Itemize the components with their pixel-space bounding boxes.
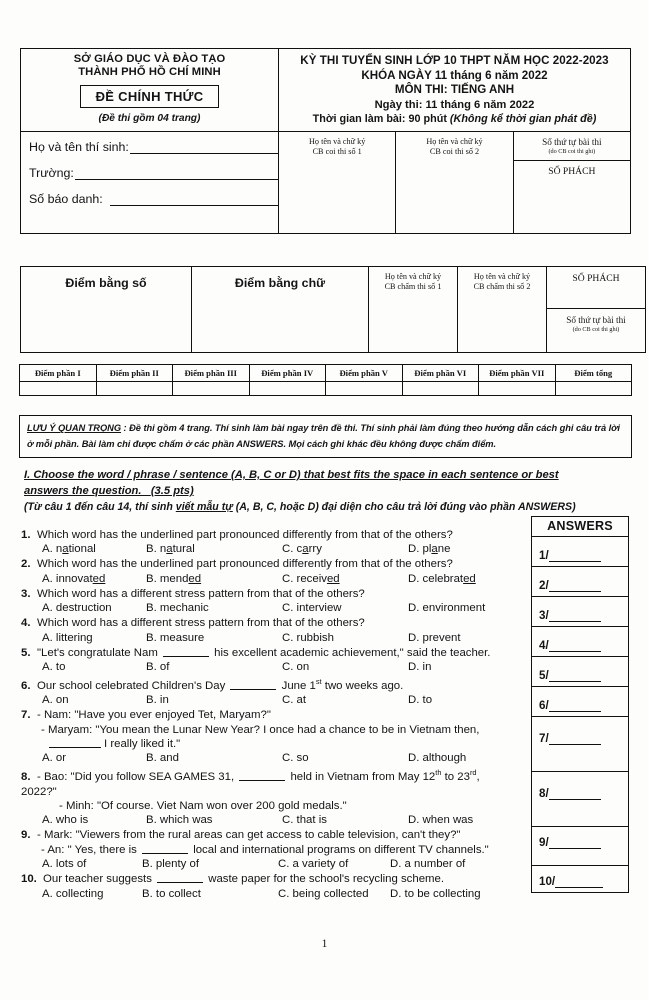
part-score-entry-5[interactable]: [326, 382, 403, 396]
question-5-option-d[interactable]: D. in: [408, 661, 432, 674]
exam-duration: [283, 112, 626, 127]
question-7-option-d[interactable]: D. although: [408, 752, 467, 765]
question-9-option-c[interactable]: C. a variety of: [278, 858, 349, 871]
question-10-number: 10.: [21, 873, 37, 886]
question-6-number: 6.: [21, 679, 31, 692]
answer-cell-3[interactable]: [532, 597, 629, 627]
score-words-label: Điểm bằng chữ: [234, 276, 326, 290]
question-6-option-d[interactable]: D. to: [408, 694, 433, 707]
answer-label-2: 2/: [539, 579, 549, 592]
exam-order-subnote-bottom: (do CB coi thi ghi): [572, 326, 620, 333]
part-score-entry-1[interactable]: [20, 382, 97, 396]
section-points: (3.5 pts): [150, 485, 194, 497]
grader-1-cell[interactable]: [369, 267, 458, 353]
answer-cell-5[interactable]: [532, 657, 629, 687]
exam-title-line1: KỲ THI TUYỂN SINH LỚP 10 THPT NĂM HỌC 2022-2023: [300, 54, 609, 67]
answer-row-4[interactable]: [532, 627, 629, 657]
answer-rule-7[interactable]: [549, 734, 601, 745]
question-2-option-a[interactable]: A. innovated: [42, 572, 106, 585]
part-scores-table: [19, 364, 632, 396]
question-8-line3: [21, 799, 521, 813]
exam-order-block: [514, 132, 630, 161]
answer-row-1[interactable]: [532, 537, 629, 567]
question-7-blank[interactable]: [49, 737, 101, 748]
question-1-text: Which word has the underlined part pronounced differently from that of the others?: [37, 529, 453, 541]
question-4-option-c[interactable]: C. rubbish: [282, 631, 334, 644]
answer-rule-9[interactable]: [549, 838, 601, 849]
question-9-option-b[interactable]: B. plenty of: [142, 858, 199, 871]
question-9: [21, 828, 521, 872]
section-instruction-vietnamese: [24, 499, 624, 516]
section-instruction-line2: [24, 483, 624, 499]
question-8-speaker-minh: - Minh: "Of course. Viet Nam won over 200 gold medals.": [59, 800, 347, 813]
exam-order-block-bottom: [547, 309, 645, 334]
grading-row: [21, 267, 646, 353]
question-7-line1: [21, 708, 521, 722]
question-8-option-a[interactable]: A. who is: [42, 814, 89, 827]
score-number-label: Điểm bằng số: [65, 276, 147, 290]
question-7-line3-text: I really liked it.": [104, 738, 181, 751]
answer-row-7[interactable]: [532, 717, 629, 772]
question-5-number: 5.: [21, 646, 31, 659]
grader-1-label-line2: CB chấm thi số 1: [384, 282, 442, 291]
sophach-block-top: SỐ PHÁCH: [548, 165, 596, 177]
answer-label-9: 9/: [539, 836, 549, 849]
question-9-option-d[interactable]: D. a number of: [390, 858, 466, 871]
exam-info-cell: [279, 49, 631, 132]
answer-cell-10[interactable]: [532, 866, 629, 893]
question-7-options: [21, 751, 521, 766]
question-4-option-a[interactable]: A. littering: [42, 631, 93, 644]
part-score-entry-7[interactable]: [479, 382, 556, 396]
answer-cell-2[interactable]: [532, 567, 629, 597]
question-2-options: [21, 572, 521, 587]
question-8-ordinal-1: th: [435, 768, 442, 778]
answer-cell-8[interactable]: [532, 772, 629, 827]
question-5-options: [21, 660, 521, 675]
grading-table: [20, 266, 646, 353]
question-10-blank[interactable]: [157, 872, 203, 883]
part-score-entry-3[interactable]: [173, 382, 250, 396]
answer-label-5: 5/: [539, 669, 549, 682]
part-score-header-2: Điểm phần II: [96, 365, 173, 382]
answer-rule-2[interactable]: [549, 581, 601, 592]
question-8-line2: [21, 785, 521, 799]
question-6-option-c[interactable]: C. at: [282, 694, 307, 707]
grader-2-cell[interactable]: [458, 267, 547, 353]
part-score-header-6: Điểm phần VI: [402, 365, 479, 382]
answer-row-5[interactable]: [532, 657, 629, 687]
answers-header: ANSWERS: [532, 517, 629, 537]
grader-1-label-line1: Họ tên và chữ ký: [384, 272, 442, 281]
question-1: [21, 528, 521, 557]
answer-label-4: 4/: [539, 639, 549, 652]
org-line-1: SỞ GIÁO DỤC VÀ ĐÀO TẠO: [73, 53, 226, 65]
invigilator-1-label-line1: Họ tên và chữ ký: [309, 136, 366, 146]
question-7: [21, 708, 521, 766]
exam-title-line2: KHÓA NGÀY 11 tháng 6 năm 2022: [361, 68, 548, 82]
answer-cell-1[interactable]: [532, 537, 629, 567]
section-one-instructions: [24, 467, 624, 516]
answers-header-row: [532, 517, 629, 537]
question-10-option-a[interactable]: A. collecting: [42, 887, 104, 900]
question-7-line3: [21, 737, 521, 751]
question-5-option-b[interactable]: B. of: [146, 661, 170, 674]
question-10-text-b: waste paper for the school's recycling scheme.: [205, 873, 445, 886]
org-line-2: THÀNH PHỐ HỒ CHÍ MINH: [78, 66, 221, 79]
questions-list: [21, 528, 521, 902]
question-6-stem: [21, 675, 521, 693]
question-9-speaker-an-a: - An: " Yes, there is: [41, 843, 141, 856]
question-8-option-d[interactable]: D. when was: [408, 814, 474, 827]
question-10: [21, 872, 521, 901]
exam-order-label: Số thứ tự bài thi: [542, 136, 602, 147]
question-3: [21, 587, 521, 616]
question-4-option-b[interactable]: B. measure: [146, 631, 205, 644]
question-5-blank[interactable]: [163, 646, 209, 657]
answers-table: [531, 516, 629, 893]
question-5-stem: [21, 646, 521, 660]
question-1-option-d[interactable]: D. plane: [408, 543, 451, 556]
question-6-options: [21, 693, 521, 708]
part-score-header-3: Điểm phần III: [173, 365, 250, 382]
question-4-option-d[interactable]: D. prevent: [408, 631, 461, 644]
question-9-options: [21, 857, 521, 872]
question-8-speaker-bao-b: held in Vietnam from May 12: [287, 771, 436, 784]
question-2-option-b[interactable]: B. mended: [146, 572, 202, 585]
part-scores-entry-row[interactable]: [20, 382, 632, 396]
candidate-school-rule[interactable]: [75, 168, 278, 180]
question-6-option-a[interactable]: A. on: [42, 694, 69, 707]
part-score-header-4: Điểm phần IV: [249, 365, 326, 382]
question-6-option-b[interactable]: B. in: [146, 694, 169, 707]
answer-label-7: 7/: [539, 732, 549, 745]
question-9-line2: [21, 843, 521, 857]
candidate-row: [21, 131, 631, 233]
question-8-options: [21, 813, 521, 828]
invigilator-2-cell[interactable]: [396, 131, 513, 233]
question-8-ordinal-2: rd: [469, 768, 477, 778]
question-2-number: 2.: [21, 558, 31, 571]
part-score-header-7: Điểm phần VII: [479, 365, 556, 382]
score-number-cell[interactable]: [21, 267, 192, 353]
question-8-speaker-bao-d: ,: [476, 771, 480, 784]
question-3-option-a[interactable]: A. destruction: [42, 602, 112, 615]
candidate-sbd-label: Số báo danh:: [29, 191, 103, 206]
exam-order-label-bottom: Số thứ tự bài thi: [566, 315, 626, 325]
sophach-order-cell: [547, 267, 646, 353]
question-5: [21, 646, 521, 675]
exam-order-subnote: (do CB coi thi ghi): [548, 147, 596, 155]
question-9-option-a[interactable]: A. lots of: [42, 858, 87, 871]
question-8-line1: [21, 766, 521, 784]
question-10-options: [21, 887, 521, 902]
question-2: [21, 557, 521, 586]
question-9-number: 9.: [21, 829, 31, 842]
question-3-option-c[interactable]: C. interview: [282, 602, 342, 615]
question-1-option-b[interactable]: B. natural: [146, 543, 195, 556]
candidate-sbd-rule[interactable]: [110, 194, 278, 206]
question-4: [21, 616, 521, 645]
question-4-number: 4.: [21, 617, 31, 630]
part-score-entry-total[interactable]: [555, 382, 632, 396]
answer-cell-9[interactable]: [532, 827, 629, 866]
question-3-option-b[interactable]: B. mechanic: [146, 602, 209, 615]
answer-rule-10[interactable]: [555, 877, 603, 888]
vn-instruction-underlined: viết mẫu tự: [175, 501, 233, 513]
question-4-options: [21, 631, 521, 646]
invigilator-1-cell[interactable]: [279, 131, 396, 233]
question-8-year-text: 2022?": [21, 785, 57, 798]
answer-rule-5[interactable]: [549, 671, 601, 682]
answer-rule-6[interactable]: [549, 701, 601, 712]
answer-rule-8[interactable]: [549, 789, 601, 800]
question-3-text: Which word has a different stress pattern from that of the others?: [37, 587, 365, 600]
important-note-title: LƯU Ý QUAN TRỌNG: [27, 423, 122, 433]
question-7-number: 7.: [21, 709, 31, 722]
question-10-option-c[interactable]: C. being collected: [278, 887, 369, 900]
question-10-option-b[interactable]: B. to collect: [142, 887, 201, 900]
question-5-option-c[interactable]: C. on: [282, 661, 310, 674]
candidate-name-label: Họ và tên thí sinh:: [29, 139, 129, 154]
question-8-speaker-bao-c: to 23: [441, 771, 470, 784]
question-6-ordinal-suffix: st: [315, 677, 322, 687]
answer-rule-4[interactable]: [549, 641, 601, 652]
question-8-number: 8.: [21, 771, 31, 784]
exam-date: Ngày thi: 11 tháng 6 năm 2022: [374, 98, 535, 111]
candidate-fields-cell: [21, 131, 279, 233]
question-8-speaker-bao-a: - Bao: "Did you follow SEA GAMES 31,: [37, 771, 238, 784]
question-6-text-a: Our school celebrated Children's Day: [37, 679, 229, 692]
question-9-speaker-an-b: local and international programs on different TV channels.": [190, 843, 489, 856]
page-number: 1: [321, 938, 328, 950]
answer-row-9[interactable]: [532, 827, 629, 866]
question-6-text-c: two weeks ago.: [321, 679, 404, 692]
candidate-school-label: Trường:: [29, 165, 74, 180]
candidate-name-field[interactable]: [29, 141, 278, 154]
answer-label-10: 10/: [539, 875, 556, 888]
duration-text: Thời gian làm bài: 90 phút: [312, 113, 450, 126]
invigilator-2-label-line2: CB coi thi số 2: [429, 146, 480, 156]
question-9-speaker-mark: - Mark: "Viewers from the rural areas can get access to cable television, can't they?": [37, 829, 461, 842]
vn-instruction-part-b: (A, B, C, hoặc D) đại diện cho câu trả lời đúng vào phần ANSWERS): [232, 501, 576, 513]
score-words-cell[interactable]: [192, 267, 369, 353]
question-7-speaker-nam: - Nam: "Have you ever enjoyed Tet, Maryam?": [37, 709, 271, 722]
question-6: [21, 675, 521, 708]
part-score-entry-4[interactable]: [249, 382, 326, 396]
question-5-text-a: "Let's congratulate Nam: [37, 646, 161, 659]
question-1-option-a[interactable]: A. national: [42, 543, 96, 556]
organization-cell: [21, 49, 279, 132]
answer-rule-3[interactable]: [549, 611, 601, 622]
answer-rule-1[interactable]: [549, 551, 601, 562]
question-5-option-a[interactable]: A. to: [42, 661, 66, 674]
question-2-stem: [21, 557, 521, 571]
answer-cell-6[interactable]: [532, 687, 629, 717]
answer-label-3: 3/: [539, 609, 549, 622]
official-exam-badge: ĐỀ CHÍNH THỨC: [80, 85, 220, 108]
question-4-stem: [21, 616, 521, 630]
important-note-body: : Đề thi gồm 4 trang. Thí sinh làm bài ngay trên đề thi. Thí sinh phải làm đúng theo hướng dẫn cách ghi câu trả lời ở mỗi phần. Bài làm chỉ được chấm ở các phần ANSWERS. Mọi cách ghi khác đều không được chấm điểm.: [27, 423, 620, 449]
question-8-option-b[interactable]: B. which was: [146, 814, 213, 827]
question-1-option-c[interactable]: C. carry: [282, 543, 322, 556]
vn-instruction-part-a: (Từ câu 1 đến câu 14, thí sinh: [24, 501, 176, 513]
answer-cell-7[interactable]: [532, 717, 629, 772]
question-3-stem: [21, 587, 521, 601]
exam-subject: MÔN THI: TIẾNG ANH: [394, 83, 515, 97]
candidate-school-field[interactable]: [29, 167, 278, 180]
answer-label-8: 8/: [539, 787, 549, 800]
question-5-text-b: his excellent academic achievement," said the teacher.: [211, 646, 491, 659]
question-6-text-b: June 1: [278, 679, 316, 692]
invigilator-1-label-line2: CB coi thi số 1: [312, 146, 362, 156]
question-7-line2: [21, 723, 521, 737]
part-score-entry-2[interactable]: [96, 382, 173, 396]
section-instruction-line1: I. Choose the word / phrase / sentence (A, B, C or D) that best fits the space in each sentence or best: [24, 469, 559, 481]
header-title-row: [21, 49, 631, 132]
answer-label-1: 1/: [539, 549, 549, 562]
question-7-option-b[interactable]: B. and: [146, 752, 179, 765]
question-2-option-d[interactable]: D. celebrated: [408, 572, 476, 585]
question-10-option-d[interactable]: D. to be collecting: [390, 887, 481, 900]
important-note-box: [19, 415, 632, 458]
answer-label-6: 6/: [539, 699, 549, 712]
part-score-header-total: Điểm tổng: [555, 365, 632, 382]
page-count-note: (Đề thi gồm 04 trang): [98, 112, 201, 124]
part-score-header-1: Điểm phần I: [20, 365, 97, 382]
answer-row-3[interactable]: [532, 597, 629, 627]
answer-cell-4[interactable]: [532, 627, 629, 657]
invigilator-2-label-line1: Họ tên và chữ ký: [426, 136, 483, 146]
question-10-text-a: Our teacher suggests: [43, 873, 156, 886]
question-7-speaker-maryam: - Maryam: "You mean the Lunar New Year? I once had a chance to be in Vietnam then,: [41, 723, 480, 736]
duration-note: (Không kể thời gian phát đề): [449, 113, 597, 126]
candidate-name-rule[interactable]: [130, 142, 278, 154]
question-7-option-c[interactable]: C. so: [282, 752, 309, 765]
question-10-stem: [21, 872, 521, 886]
question-8-blank[interactable]: [239, 770, 285, 781]
question-3-option-d[interactable]: D. environment: [408, 602, 486, 615]
candidate-sbd-field[interactable]: [29, 193, 278, 206]
grader-2-label-line2: CB chấm thi số 2: [473, 282, 531, 291]
answer-row-6[interactable]: [532, 687, 629, 717]
sophach-block-bottom: SỐ PHÁCH: [547, 267, 645, 309]
section-instruction-line2-text: answers the question.: [24, 485, 142, 497]
question-9-blank[interactable]: [142, 843, 188, 854]
part-score-header-5: Điểm phần V: [326, 365, 403, 382]
question-1-stem: [21, 528, 521, 542]
question-8-option-c[interactable]: C. that is: [282, 814, 327, 827]
question-7-option-a[interactable]: A. or: [42, 752, 67, 765]
part-scores-header-row: [20, 365, 632, 382]
question-1-number: 1.: [21, 529, 31, 541]
exam-order-sophach-cell: [513, 131, 630, 233]
question-1-options: [21, 542, 521, 557]
question-6-blank[interactable]: [230, 679, 276, 690]
question-2-text: Which word has the underlined part pronounced differently from that of the others?: [37, 558, 453, 571]
answer-row-10[interactable]: [532, 866, 629, 893]
question-3-options: [21, 601, 521, 616]
answer-row-8[interactable]: [532, 772, 629, 827]
part-score-entry-6[interactable]: [402, 382, 479, 396]
question-9-line1: [21, 828, 521, 842]
header-table: [20, 48, 631, 234]
answer-row-2[interactable]: [532, 567, 629, 597]
grader-2-label-line1: Họ tên và chữ ký: [473, 272, 531, 281]
important-note-text: [27, 421, 625, 452]
question-8: [21, 766, 521, 828]
question-4-text: Which word has a different stress pattern from that of the others?: [37, 617, 365, 630]
question-3-number: 3.: [21, 587, 31, 600]
question-2-option-c[interactable]: C. received: [282, 572, 340, 585]
